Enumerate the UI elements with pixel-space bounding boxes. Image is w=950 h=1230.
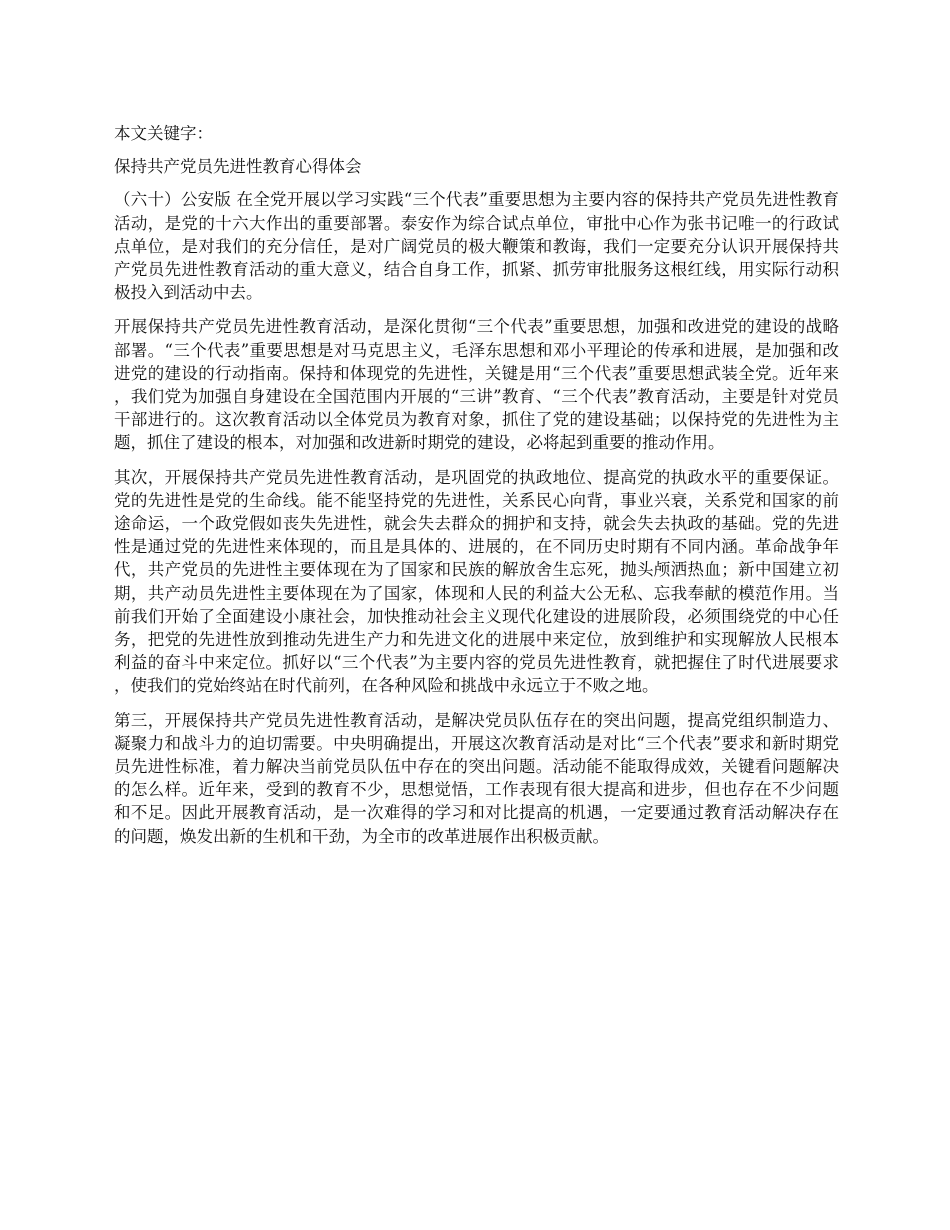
paragraph-second-point: 其次，开展保持共产党员先进性教育活动，是巩固党的执政地位、提高党的执政水平的重要保证。党的先进性是党的生命线。能不能坚持党的先进性，关系民心向背，事业兴衰，关系党和国家的前途命运，一个政党假如丧失先进性，就会失去群众的拥护和支持，就会失去执政的基础。党的先进性是通过党的先进性来体现的，而且是具体的、进展的，在不同历史时期有不同内涵。革命战争年代，共产党员的先进性主要体现在为了国家和民族的解放舍生忘死，抛头颅洒热血；新中国建立初期，共产动员先进性主要体现在为了国家，体现和人民的利益大公无私、忘我奉献的模范作用。当前我们开始了全面建设小康社会，加快推动社会主义现代化建设的进展阶段，必须围绕党的中心任务，把党的先进性放到推动先进生产力和先进文化的进展中来定位，放到维护和实现解放人民根本利益的奋斗中来定位。抓好以“三个代表”为主要内容的党员先进性教育，就把握住了时代进展要求，使我们的党始终站在时代前列，在各种风险和挑战中永远立于不败之地。 [114, 467, 839, 696]
document-title: 保持共产党员先进性教育心得体会 [114, 157, 362, 177]
paragraph-intro: （六十）公安版 在全党开展以学习实践“三个代表”重要思想为主要内容的保持共产党员先进性教育活动，是党的十六大作出的重要部署。泰安作为综合试点单位，审批中心作为张书记唯一的行政试点单位，是对我们的充分信任，是对广阔党员的极大鞭策和教诲，我们一定要充分认识开展保持共产党员先进性教育活动的重大意义，结合自身工作，抓紧、抓劳审批服务这根红线，用实际行动积极投入到活动中去。 [114, 190, 839, 303]
paragraph-strategic-deployment: 开展保持共产党员先进性教育活动，是深化贯彻“三个代表”重要思想，加强和改进党的建设的战略部署。“三个代表”重要思想是对马克思主义，毛泽东思想和邓小平理论的传承和进展，是加强和改进党的建设的行动指南。保持和体现党的先进性，关键是用“三个代表”重要思想武装全党。近年来，我们党为加强自身建设在全国范围内开展的“三讲”教育、“三个代表”教育活动，主要是针对党员干部进行的。这次教育活动以全体党员为教育对象，抓住了党的建设基础；以保持党的先进性为主题，抓住了建设的根本，对加强和改进新时期党的建设，必将起到重要的推动作用。 [114, 317, 839, 453]
document-page [114, 122, 839, 859]
paragraph-third-point: 第三，开展保持共产党员先进性教育活动，是解决党员队伍存在的突出问题，提高党组织制造力、凝聚力和战斗力的迫切需要。中央明确提出，开展这次教育活动是对比“三个代表”要求和新时期党员先进性标准，着力解决当前党员队伍中存在的突出问题。活动能不能取得成效，关键看问题解决的怎么样。近年来，受到的教育不少，思想觉悟，工作表现有很大提高和进步，但也存在不少问题和不足。因此开展教育活动，是一次难得的学习和对比提高的机遇，一定要通过教育活动解决存在的问题，焕发出新的生机和干劲，为全市的改革进展作出积极贡献。 [114, 710, 839, 846]
keywords-label: 本文关键字： [114, 124, 213, 143]
